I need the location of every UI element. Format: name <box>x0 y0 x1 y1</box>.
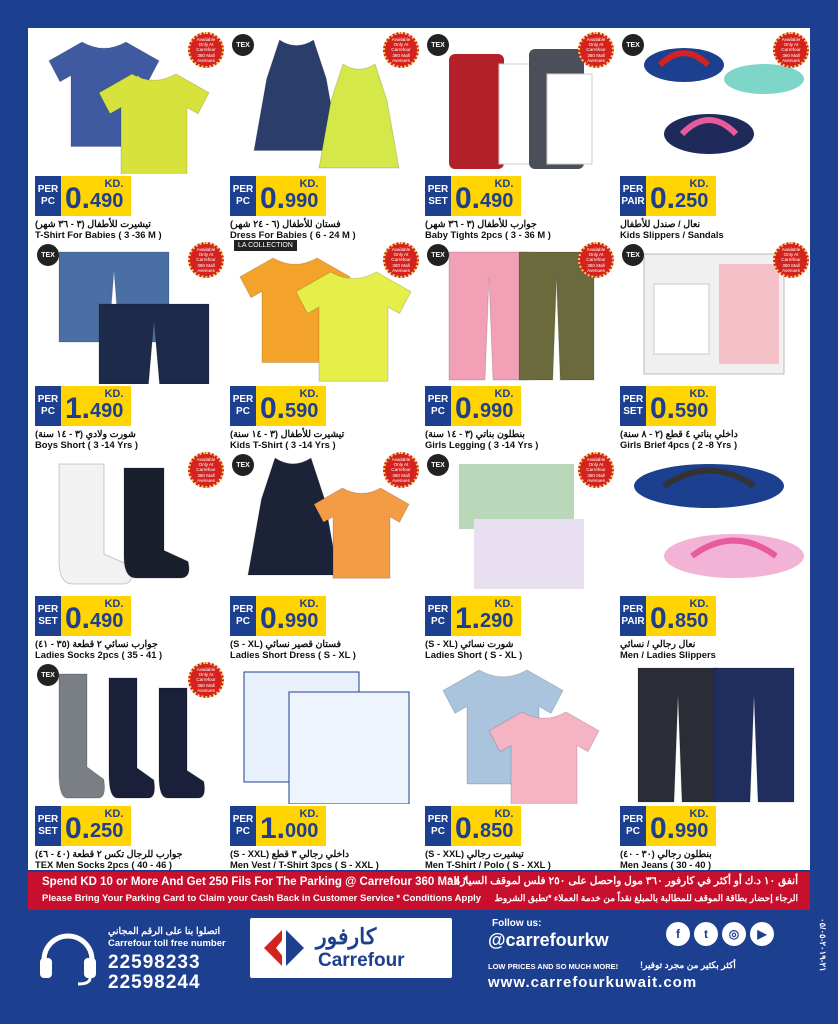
product-name-ar: جوارب نسائي ٢ قطعة (٣٥ - ٤١) <box>35 638 158 649</box>
product-name-ar: داخلي رجالي ٣ قطع (S - XXL) <box>230 848 350 859</box>
price-unit <box>620 386 646 426</box>
price-per-label: PER <box>622 394 644 405</box>
product-card[interactable] <box>228 450 423 660</box>
price-integer: 1. <box>65 392 91 425</box>
product-names <box>620 218 811 240</box>
price-unit <box>230 806 256 846</box>
price-decimal: 590 <box>675 400 709 422</box>
price-integer: 0. <box>650 602 676 635</box>
product-name-en: Men T-Shirt / Polo ( S - XXL ) <box>425 859 551 870</box>
tex-brand-badge: TEX <box>427 244 449 266</box>
product-image <box>624 454 807 594</box>
carrefour-logo <box>250 918 452 978</box>
product-names <box>35 428 226 450</box>
product-card[interactable] <box>228 240 423 450</box>
product-image <box>234 664 417 804</box>
price-integer: 0. <box>455 392 481 425</box>
price-unit-label: PC <box>236 406 250 417</box>
price-tag <box>35 176 131 216</box>
price-unit-label: SET <box>38 616 58 627</box>
product-name-en: TEX Men Socks 2pcs ( 40 - 46 ) <box>35 859 173 870</box>
price-tag <box>230 596 326 636</box>
footer <box>0 912 838 1024</box>
twitter-icon[interactable]: t <box>694 922 718 946</box>
price-tag <box>620 596 716 636</box>
product-names <box>35 218 226 240</box>
price-value <box>451 806 521 846</box>
price-decimal: 490 <box>90 610 124 632</box>
product-name-ar: فستان قصير نسائي (S - XL) <box>230 638 341 649</box>
follow-us-label: Follow us: <box>492 918 542 929</box>
price-value <box>256 386 326 426</box>
tex-brand-badge: TEX <box>37 664 59 686</box>
price-integer: 0. <box>650 392 676 425</box>
currency-label: KD. <box>494 388 514 400</box>
price-integer: 0. <box>65 812 91 845</box>
price-per-label: PER <box>37 814 59 825</box>
product-card[interactable] <box>33 30 228 240</box>
currency-label: KD. <box>494 598 514 610</box>
tex-brand-badge: TEX <box>622 34 644 56</box>
product-names <box>620 848 811 870</box>
price-decimal: 590 <box>285 400 319 422</box>
price-unit <box>35 806 61 846</box>
product-name-ar: تيشيرت للأطفال (٣ - ١٤ سنة) <box>230 428 345 439</box>
product-names <box>35 638 226 660</box>
currency-label: KD. <box>104 598 124 610</box>
price-unit <box>425 806 451 846</box>
product-image <box>624 664 807 804</box>
price-per-label: PER <box>622 184 644 195</box>
price-decimal: 850 <box>480 820 514 842</box>
product-name-en: Ladies Short Dress ( S - XL ) <box>230 649 356 660</box>
parking-note-ar: الرجاء إحضار بطاقة الموقف للمطالبة بالمبلغ نقداً من خدمة العملاء *تطبق الشروط <box>494 893 798 903</box>
la-collection-badge: LA COLLECTION <box>234 240 297 251</box>
product-name-en: Girls Brief 4pcs ( 2 -8 Yrs ) <box>620 439 738 450</box>
price-unit <box>425 386 451 426</box>
facebook-icon[interactable]: f <box>666 922 690 946</box>
price-unit-label: PC <box>431 406 445 417</box>
price-unit <box>425 176 451 216</box>
price-unit-label: PC <box>626 826 640 837</box>
price-value <box>646 596 716 636</box>
product-name-en: Girls Legging ( 3 -14 Yrs ) <box>425 439 539 450</box>
price-tag <box>35 806 131 846</box>
product-card[interactable] <box>423 240 618 450</box>
toll-free-en: Carrefour toll free number <box>108 938 226 949</box>
price-unit-label: PC <box>236 616 250 627</box>
price-value <box>256 806 326 846</box>
currency-label: KD. <box>689 808 709 820</box>
price-tag <box>620 176 716 216</box>
tex-brand-badge: TEX <box>427 34 449 56</box>
product-card[interactable] <box>33 240 228 450</box>
price-unit-label: PC <box>431 616 445 627</box>
product-names <box>620 428 811 450</box>
price-decimal: 850 <box>675 610 709 632</box>
availability-badge: Available Only At Carrefour 360 Mall Avenues <box>188 242 224 278</box>
price-tag <box>620 386 716 426</box>
slogan-en: LOW PRICES AND SO MUCH MORE! <box>488 962 619 971</box>
offer-dates: ٢١-٢٠١٩-٠٥/٠٥ <box>818 918 828 972</box>
price-value <box>256 596 326 636</box>
product-card[interactable] <box>618 660 813 870</box>
price-decimal: 990 <box>285 610 319 632</box>
price-value <box>646 806 716 846</box>
product-name-en: Kids Slippers / Sandals <box>620 229 724 240</box>
price-integer: 0. <box>650 812 676 845</box>
price-value <box>451 176 521 216</box>
product-names <box>230 638 421 660</box>
product-sheet <box>28 28 810 870</box>
product-card[interactable] <box>33 660 228 870</box>
social-handle[interactable]: @carrefourkw <box>488 930 609 950</box>
product-name-en: Men / Ladies Slippers <box>620 649 716 660</box>
price-decimal: 250 <box>675 190 709 212</box>
price-tag <box>230 176 326 216</box>
product-name-en: T-Shirt For Babies ( 3 -36 M ) <box>35 229 162 240</box>
price-value <box>61 386 131 426</box>
price-value <box>61 806 131 846</box>
price-unit <box>230 176 256 216</box>
currency-label: KD. <box>689 388 709 400</box>
currency-label: KD. <box>299 178 319 190</box>
product-name-ar: فستان للأطفال (٦ - ٢٤ شهر) <box>230 218 341 229</box>
product-card[interactable] <box>618 450 813 660</box>
currency-label: KD. <box>104 388 124 400</box>
price-per-label: PER <box>622 604 644 615</box>
price-integer: 0. <box>260 182 286 215</box>
price-integer: 0. <box>65 602 91 635</box>
phone-number-2[interactable]: 22598244 <box>108 972 201 993</box>
price-per-label: PER <box>37 394 59 405</box>
price-integer: 0. <box>455 812 481 845</box>
logo-text-ar: كارفور <box>316 924 377 949</box>
product-names <box>230 218 421 240</box>
product-names <box>230 848 421 870</box>
currency-label: KD. <box>104 178 124 190</box>
toll-free-ar: اتصلوا بنا على الرقم المجاني <box>108 926 221 937</box>
price-tag <box>620 806 716 846</box>
product-name-en: Ladies Socks 2pcs ( 35 - 41 ) <box>35 649 163 660</box>
price-unit <box>35 176 61 216</box>
price-unit-label: SET <box>38 826 58 837</box>
product-card[interactable] <box>423 30 618 240</box>
price-unit <box>230 596 256 636</box>
price-unit-label: PC <box>431 826 445 837</box>
product-name-en: Boys Short ( 3 -14 Yrs ) <box>35 439 138 450</box>
logo-text-en: Carrefour <box>318 950 405 971</box>
product-card[interactable] <box>423 450 618 660</box>
product-name-ar: تيشيرت للأطفال (٣ - ٣٦ شهر) <box>35 218 151 229</box>
price-integer: 0. <box>650 182 676 215</box>
product-names <box>425 428 616 450</box>
price-tag <box>35 596 131 636</box>
price-per-label: PER <box>427 394 449 405</box>
product-name-ar: داخلي بناتي ٤ قطع (٢ - ٨ سنة) <box>620 428 738 439</box>
price-tag <box>230 806 326 846</box>
product-grid <box>28 28 810 870</box>
price-value <box>646 176 716 216</box>
parking-offer-ar: أنفق ١٠ د.ك أو أكثر في كارفور ٣٦٠ مول واحصل على ٢٥٠ فلس لموقف السيارة * <box>447 875 798 887</box>
availability-badge: Available Only At Carrefour 360 Mall Avenues <box>383 242 419 278</box>
price-tag <box>35 386 131 426</box>
carrefour-mark-icon <box>260 924 308 972</box>
currency-label: KD. <box>299 388 319 400</box>
product-names <box>230 428 421 450</box>
product-name-en: Men Jeans ( 30 - 40 ) <box>620 859 712 870</box>
price-unit <box>620 596 646 636</box>
price-unit-label: PAIR <box>621 196 645 207</box>
parking-note-en: Please Bring Your Parking Card to Claim your Cash Back in Customer Service * Conditions Apply <box>42 893 482 904</box>
price-integer: 0. <box>260 602 286 635</box>
availability-badge: Available Only At Carrefour 360 Mall Avenues <box>188 662 224 698</box>
availability-badge: Available Only At Carrefour 360 Mall Avenues <box>578 32 614 68</box>
price-value <box>256 176 326 216</box>
price-decimal: 990 <box>675 820 709 842</box>
youtube-icon[interactable]: ▶ <box>750 922 774 946</box>
price-value <box>451 386 521 426</box>
product-name-en: Baby Tights 2pcs ( 3 - 36 M ) <box>425 229 551 240</box>
price-tag <box>425 386 521 426</box>
product-name-ar: نعال / صندل للأطفال <box>620 218 701 229</box>
price-decimal: 490 <box>90 190 124 212</box>
product-card[interactable] <box>423 660 618 870</box>
price-integer: 1. <box>260 812 286 845</box>
price-decimal: 490 <box>480 190 514 212</box>
price-per-label: PER <box>427 604 449 615</box>
price-unit-label: PC <box>236 826 250 837</box>
availability-badge: Available Only At Carrefour 360 Mall Avenues <box>773 242 809 278</box>
price-decimal: 000 <box>285 820 319 842</box>
product-names <box>35 848 226 870</box>
price-per-label: PER <box>622 814 644 825</box>
price-per-label: PER <box>427 814 449 825</box>
price-value <box>61 176 131 216</box>
availability-badge: Available Only At Carrefour 360 Mall Avenues <box>773 32 809 68</box>
price-tag <box>425 176 521 216</box>
price-unit-label: PAIR <box>621 616 645 627</box>
headset-icon <box>36 926 100 986</box>
price-unit <box>35 386 61 426</box>
price-unit-label: PC <box>41 196 55 207</box>
availability-badge: Available Only At Carrefour 360 Mall Avenues <box>578 452 614 488</box>
currency-label: KD. <box>689 178 709 190</box>
price-per-label: PER <box>37 604 59 615</box>
product-name-ar: بنطلون بناتي (٣ - ١٤ سنة) <box>425 428 525 439</box>
price-unit-label: SET <box>623 406 643 417</box>
price-value <box>61 596 131 636</box>
price-decimal: 490 <box>90 400 124 422</box>
price-per-label: PER <box>232 184 254 195</box>
product-name-en: Dress For Babies ( 6 - 24 M ) <box>230 229 356 240</box>
price-decimal: 990 <box>480 400 514 422</box>
price-per-label: PER <box>37 184 59 195</box>
price-tag <box>425 596 521 636</box>
product-name-en: Men Vest / T-Shirt 3pcs ( S - XXL ) <box>230 859 379 870</box>
price-value <box>451 596 521 636</box>
product-names <box>425 638 616 660</box>
price-per-label: PER <box>232 814 254 825</box>
product-name-ar: شورت نسائي (S - XL) <box>425 638 514 649</box>
price-unit <box>35 596 61 636</box>
website-link[interactable]: www.carrefourkuwait.com <box>488 974 698 991</box>
product-names <box>425 848 616 870</box>
currency-label: KD. <box>494 808 514 820</box>
availability-badge: Available Only At Carrefour 360 Mall Avenues <box>383 452 419 488</box>
parking-offer-en: Spend KD 10 or More And Get 250 Fils For The Parking @ Carrefour 360 Mall * <box>42 876 468 888</box>
price-unit <box>620 176 646 216</box>
price-integer: 0. <box>260 392 286 425</box>
price-unit <box>230 386 256 426</box>
product-name-en: Kids T-Shirt ( 3 -14 Yrs ) <box>230 439 336 450</box>
product-names <box>425 218 616 240</box>
product-name-ar: جوارب للرجال تكس ٢ قطعة (٤٠ - ٤٦) <box>35 848 183 859</box>
tex-brand-badge: TEX <box>232 34 254 56</box>
price-unit-label: PC <box>41 406 55 417</box>
price-unit-label: SET <box>428 196 448 207</box>
tex-brand-badge: TEX <box>427 454 449 476</box>
currency-label: KD. <box>494 178 514 190</box>
product-card[interactable] <box>618 240 813 450</box>
price-decimal: 250 <box>90 820 124 842</box>
price-unit <box>425 596 451 636</box>
phone-number-1[interactable]: 22598233 <box>108 952 201 973</box>
product-name-en: Ladies Short ( S - XL ) <box>425 649 523 660</box>
slogan-ar: أكثر بكثير من مجرد توفير! <box>640 960 736 970</box>
product-card[interactable] <box>228 660 423 870</box>
product-card[interactable] <box>33 450 228 660</box>
price-integer: 1. <box>455 602 481 635</box>
availability-badge: Available Only At Carrefour 360 Mall Avenues <box>188 452 224 488</box>
price-unit <box>620 806 646 846</box>
parking-banner <box>28 872 810 910</box>
price-integer: 0. <box>455 182 481 215</box>
product-name-ar: جوارب للأطفال (٣ - ٣٦ شهر) <box>425 218 537 229</box>
price-value <box>646 386 716 426</box>
price-per-label: PER <box>232 604 254 615</box>
product-names <box>620 638 811 660</box>
price-per-label: PER <box>427 184 449 195</box>
product-name-ar: تيشيرت رجالي (S - XXL) <box>425 848 524 859</box>
product-name-ar: نعال رجالي / نسائي <box>620 638 696 649</box>
price-integer: 0. <box>65 182 91 215</box>
product-card[interactable] <box>618 30 813 240</box>
price-decimal: 290 <box>480 610 514 632</box>
currency-label: KD. <box>104 808 124 820</box>
product-image <box>429 664 612 804</box>
price-tag <box>230 386 326 426</box>
product-name-ar: شورت ولادي (٣ - ١٤ سنة) <box>35 428 136 439</box>
tex-brand-badge: TEX <box>232 454 254 476</box>
instagram-icon[interactable]: ◎ <box>722 922 746 946</box>
price-per-label: PER <box>232 394 254 405</box>
availability-badge: Available Only At Carrefour 360 Mall Avenues <box>578 242 614 278</box>
product-name-ar: بنطلون رجالي (٣٠ - ٤٠) <box>620 848 712 859</box>
availability-badge: Available Only At Carrefour 360 Mall Avenues <box>188 32 224 68</box>
currency-label: KD. <box>299 598 319 610</box>
product-card[interactable] <box>228 30 423 240</box>
tex-brand-badge: TEX <box>37 244 59 266</box>
currency-label: KD. <box>299 808 319 820</box>
price-unit-label: PC <box>236 196 250 207</box>
currency-label: KD. <box>689 598 709 610</box>
price-decimal: 990 <box>285 190 319 212</box>
tex-brand-badge: TEX <box>622 244 644 266</box>
availability-badge: Available Only At Carrefour 360 Mall Avenues <box>383 32 419 68</box>
price-tag <box>425 806 521 846</box>
